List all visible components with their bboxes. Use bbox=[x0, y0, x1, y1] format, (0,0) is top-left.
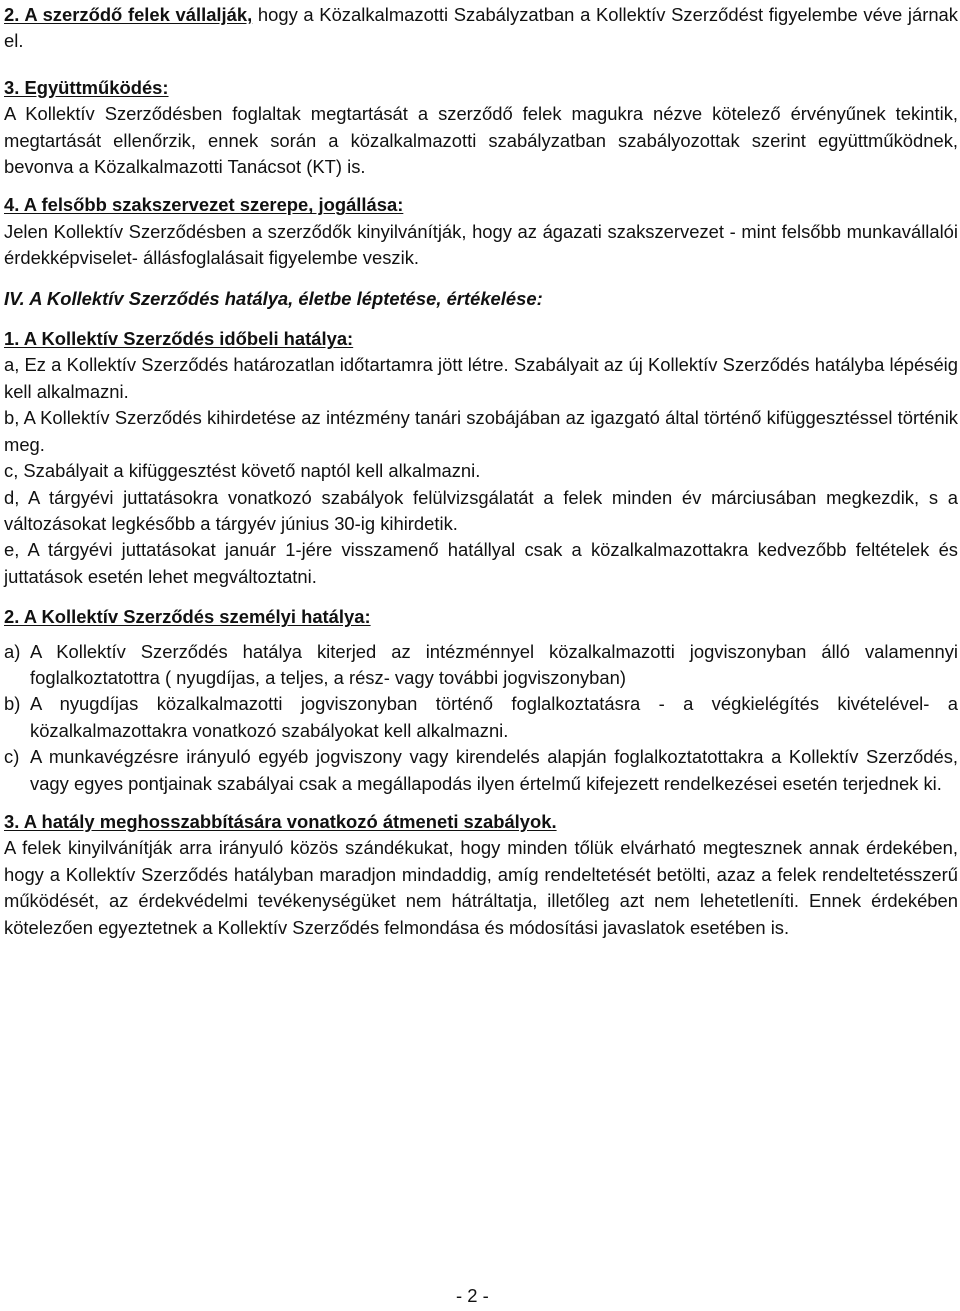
list-item bbox=[4, 639, 958, 692]
section-3-text: A Kollektív Szerződésben foglaltak megtartását a szerződő felek magukra nézve kötelező érvényűnek tekintik, megtartását ellenőrzik, ennek során a közalkalmazotti szabályzatban szabályozottak szerint együttműködnek, bevonva a Közalkalmazotti Tanácsot (KT) is. bbox=[4, 103, 958, 178]
list-item-label: a) bbox=[4, 640, 21, 662]
section-2-heading: 2. A szerződő felek vállalják, bbox=[4, 4, 253, 25]
section-2-paragraph bbox=[4, 2, 958, 55]
personal-scope-heading: 2. A Kollektív Szerződés személyi hatálya: bbox=[4, 606, 371, 628]
temporal-scope-item-a: a, Ez a Kollektív Szerződés határozatlan időtartamra jött létre. Szabályait az új Kollektív Szerződés hatályba lépéséig kell alkalmazni. bbox=[4, 354, 958, 402]
list-item-text: A Kollektív Szerződés hatálya kiterjed az intézménnyel közalkalmazotti jogviszonyban álló valamennyi foglalkoztatottra ( nyugdíjas, a teljes, a rész- vagy további jogviszonyban) bbox=[30, 640, 958, 688]
chapter-iv-title: IV. A Kollektív Szerződés hatálya, életbe léptetése, értékelése: bbox=[4, 287, 543, 309]
list-item-label: b) bbox=[4, 693, 21, 715]
temporal-scope-heading: 1. A Kollektív Szerződés időbeli hatálya: bbox=[4, 328, 354, 350]
page-number: - 2 - bbox=[456, 1285, 489, 1306]
transitional-rules-text: A felek kinyilvánítják arra irányuló közös szándékukat, hogy minden tőlük elvárható megtesznek annak érdekében, hogy a Kollektív Szerződés hatályban maradjon mindaddig, amíg rendeltetését betölti, azaz a felek rendeltetésszerű működését, az érdekvédelmi tevékenységüket nem hátráltatja, illetőleg azt nem lehetetleníti. Ennek érdekében kötelezően egyeztetnek a Kollektív Szerződés felmondása és módosítási javaslatok esetében is. bbox=[4, 837, 958, 938]
transitional-rules-heading: 3. A hatály meghosszabbítására vonatkozó átmeneti szabályok. bbox=[4, 810, 557, 832]
personal-scope-list bbox=[4, 639, 958, 797]
temporal-scope-item-d: d, A tárgyévi juttatásokra vonatkozó szabályok felülvizsgálatát a felek minden év márciusában megkezdik, s a változásokat legkésőbb a tárgyév június 30-ig kihirdetik. bbox=[4, 486, 958, 534]
list-item-text: A nyugdíjas közalkalmazotti jogviszonyban történő foglalkoztatásra - a végkielégítés kivételével- a közalkalmazottakra vonatkozó szabályokat kell alkalmazni. bbox=[30, 693, 958, 741]
section-3-heading: 3. Együttműködés: bbox=[4, 76, 169, 98]
temporal-scope-item-b: b, A Kollektív Szerződés kihirdetése az intézmény tanári szobájában az igazgató által történő kifüggesztéssel történik meg. bbox=[4, 407, 958, 455]
temporal-scope-item-e: e, A tárgyévi juttatásokat január 1-jére visszamenő hatállyal csak a közalkalmazottakra kedvezőbb feltételek és juttatások esetén lehet megváltoztatni. bbox=[4, 539, 958, 587]
list-item bbox=[4, 744, 958, 797]
list-item-label: c) bbox=[4, 746, 20, 768]
section-4-heading: 4. A felsőbb szakszervezet szerepe, jogállása: bbox=[4, 194, 404, 216]
section-4-text: Jelen Kollektív Szerződésben a szerződők kinyilvánítják, hogy az ágazati szakszervezet - mint felsőbb munkavállalói érdekképviselet- állásfoglalásait figyelembe veszik. bbox=[4, 220, 958, 269]
document-page bbox=[4, 2, 958, 941]
list-item bbox=[4, 691, 958, 744]
section-2-text: hogy a Közalkalmazotti Szabályzatban a Kollektív Szerződést figyelembe véve járnak el. bbox=[4, 4, 958, 52]
temporal-scope-item-c: c, Szabályait a kifüggesztést követő naptól kell alkalmazni. bbox=[4, 460, 481, 482]
list-item-text: A munkavégzésre irányuló egyéb jogviszony vagy kirendelés alapján foglalkoztatottakra a Kollektív Szerződés, vagy egyes pontjainak szabályai csak a megállapodás ilyen értelmű kifejezett rendelkezései esetén terjednek ki. bbox=[30, 746, 958, 794]
